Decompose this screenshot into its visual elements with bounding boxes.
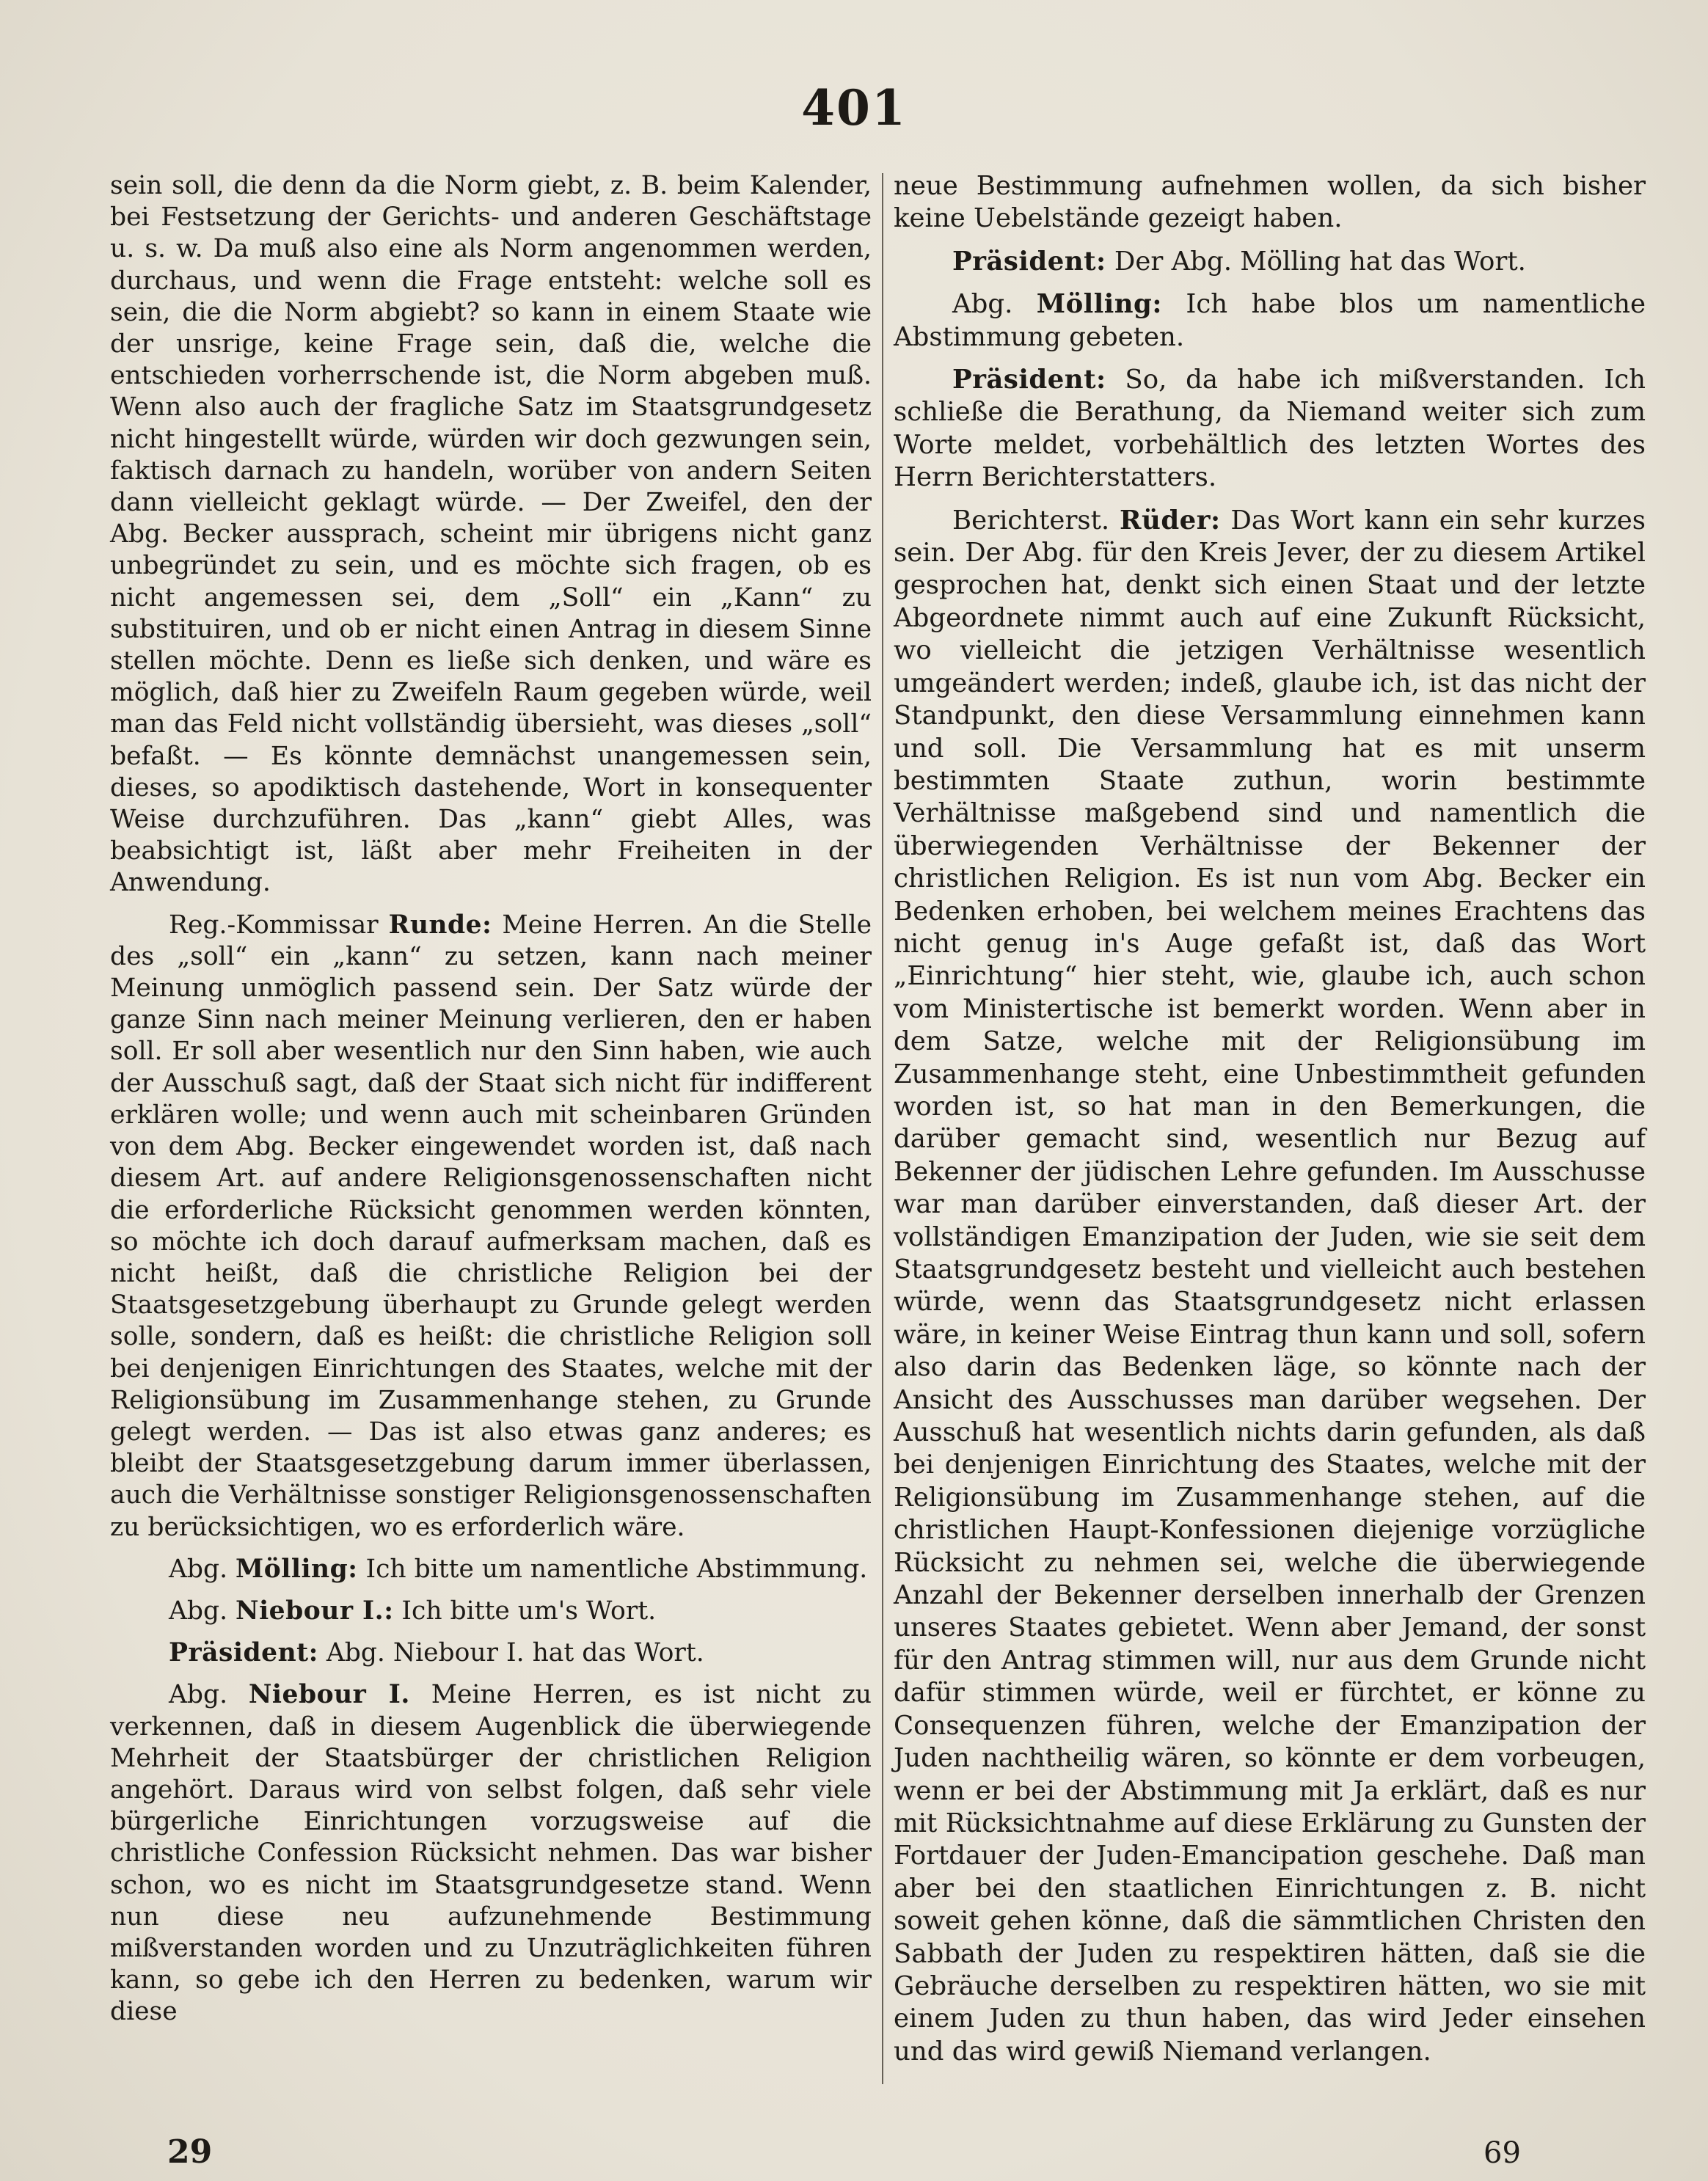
speaker-role: Abg. (169, 1554, 228, 1584)
speaker-name: Präsident (169, 1638, 309, 1668)
speaker-name: Mölling (236, 1554, 348, 1584)
speech-paragraph (110, 1596, 872, 1627)
paragraph-text: Ich bitte um namentliche Abstimmung. (365, 1554, 868, 1584)
signature-mark: 29 (167, 2133, 213, 2171)
speech-paragraph (110, 910, 872, 1543)
speaker-name: Präsident (952, 365, 1096, 395)
speech-paragraph (894, 364, 1646, 494)
speaker-role: Berichterst. (952, 505, 1110, 536)
page-number: 401 (801, 79, 907, 136)
paragraph-text: Meine Herren. An die Stelle des „soll“ ein „kann“ zu setzen, kann nach meiner Meinung unmöglich passend sein. Der Satz würde der ganze Sinn nach meiner Meinung verlieren, den er haben soll. Er soll aber wesentlich nur den Sinn haben, wie auch der Ausschuß sagt, daß der Staat sich nicht für indifferent erklären wolle; und wenn auch mit scheinbaren Gründen von dem Abg. Becker eingewendet worden ist, daß nach diesem Art. auf andere Religionsgenossenschaften nicht die erforderliche Rücksicht genommen werden könnten, so möchte ich doch darauf aufmerksam machen, daß es nicht heißt, daß die christliche Religion bei der Staatsgesetzgebung überhaupt zu Grunde gelegt werden solle, sondern, daß es heißt: die christliche Religion soll bei denjenigen Einrichtungen des Staates, welche mit der Religionsübung im Zusammenhange stehen, zu Grunde gelegt werden. — Das ist also etwas ganz anderes; es bleibt der Staatsgesetzgebung darum immer überlassen, auch die Verhältnisse sonstiger Religionsgenossenschaften zu berücksichtigen, wo es erforderlich wäre. (110, 910, 872, 1542)
column-divider (882, 173, 883, 2084)
paragraph-text: So, da habe ich mißverstanden. Ich schließe die Berathung, da Niemand weiter sich zum Worte meldet, vorbehältlich des letzten Wortes des Herrn Berichterstatters. (894, 365, 1646, 493)
speech-paragraph (110, 1554, 872, 1585)
speaker-separator: : (1210, 505, 1221, 536)
speaker-name: Mölling (1036, 289, 1153, 320)
speech-paragraph (894, 288, 1646, 354)
paragraph-text: Abg. Niebour I. hat das Wort. (326, 1638, 704, 1668)
speech-paragraph (110, 1637, 872, 1669)
speaker-separator: : (384, 1596, 394, 1626)
speaker-separator: : (1096, 365, 1106, 395)
speaker-name: Niebour I. (248, 1680, 410, 1710)
paragraph-text: Der Abg. Mölling hat das Wort. (1114, 246, 1526, 277)
speech-paragraph (894, 505, 1646, 2069)
speaker-separator: : (308, 1638, 318, 1668)
paragraph-text: sein soll, die denn da die Norm giebt, z. B. beim Kalender, bei Festsetzung der Gerichts- und anderen Geschäftstage u. s. w. Da muß also eine als Norm angenommen werden, durchaus, und wenn die Frage entsteht: welche soll es sein, die die Norm abgiebt? so kann in einem Staate wie der unsrige, keine Frage sein, daß die, welche die entschieden vorherrschende ist, die Norm abgeben muß. Wenn also auch der fragliche Satz im Staatsgrundgesetz nicht hingestellt würde, würden wir doch gezwungen sein, faktisch darnach zu handeln, worüber von andern Seiten dann vielleicht geklagt würde. — Der Zweifel, den der Abg. Becker aussprach, scheint mir übrigens nicht ganz unbegründet zu sein, und es möchte sich fragen, ob es nicht angemessen sei, dem „Soll“ ein „Kann“ zu substituiren, und ob er nicht einen Antrag in diesem Sinne stellen möchte. Denn es ließe sich denken, und wäre es möglich, daß hier zu Zweifeln Raum gegeben würde, weil man das Feld nicht vollständig übersieht, was dieses „soll“ befaßt. — Es könnte demnächst unangemessen sein, dieses, so apodiktisch dastehende, Wort in konsequenter Weise durchzuführen. Das „kann“ giebt Alles, was beabsichtigt ist, läßt aber mehr Freiheiten in der Anwendung. (110, 171, 872, 898)
speaker-separator: : (1152, 289, 1162, 320)
paragraph-text: Meine Herren, es ist nicht zu verkennen, daß in diesem Augenblick die überwiegende Mehrheit der Staatsbürger der christlichen Religion angehört. Daraus wird von selbst folgen, daß sehr viele bürgerliche Einrichtungen vorzugsweise auf die christliche Confession Rücksicht nehmen. Das war bisher schon, wo es nicht im Staatsgrundgesetze stand. Wenn nun diese neu aufzunehmende Bestimmung mißverstanden worden und zu Unzuträglichkeiten führen kann, so gebe ich den Herren zu bedenken, warum wir diese (110, 1680, 872, 2027)
speaker-name: Rüder (1120, 505, 1211, 536)
continuation-paragraph (110, 170, 872, 899)
right-column (894, 170, 1646, 2078)
speaker-name: Runde (388, 910, 483, 940)
continuation-paragraph (894, 170, 1646, 235)
speech-paragraph (894, 246, 1646, 278)
speaker-role: Abg. (952, 289, 1013, 320)
paragraph-text: Das Wort kann ein sehr kurzes sein. Der Abg. für den Kreis Jever, der zu diesem Artikel gesprochen hat, denkt sich einen Staat und der letzte Abgeordnete nimmt auch auf eine Zukunft Rücksicht, wo vielleicht die jetzigen Verhältnisse wesentlich umgeändert werden; indeß, glaube ich, ist das nicht der Standpunkt, den diese Versammlung einnehmen kann und soll. Die Versammlung hat es mit unserm bestimmten Staate zuthun, worin bestimmte Verhältnisse maßgebend sind und namentlich die überwiegenden Verhältnisse der Bekenner der christlichen Religion. Es ist nun vom Abg. Becker ein Bedenken erhoben, bei welchem meines Erachtens das nicht genug in's Auge gefaßt ist, daß das Wort „Einrichtung“ hier steht, wie, glaube ich, auch schon vom Ministertische ist bemerkt worden. Wenn aber in dem Satze, welche mit der Religionsübung im Zusammenhange steht, eine Unbestimmtheit gefunden worden ist, so hat man in den Bemerkungen, die darüber gemacht sind, wesentlich nur Bezug auf Bekenner der jüdischen Lehre gefunden. Im Ausschusse war man darüber einverstanden, daß dieser Art. der vollständigen Emanzipation der Juden, wie sie seit dem Staatsgrundgesetz besteht und vielleicht auch bestehen würde, wenn das Staatsgrundgesetz nicht erlassen wäre, in keiner Weise Eintrag thun kann und soll, sofern also darin das Bedenken läge, so könnte nach der Ansicht des Ausschusses man darüber wegsehen. Der Ausschuß hat wesentlich nichts darin gefunden, als daß bei denjenigen Einrichtung des Staates, welche mit der Religionsübung im Zusammenhange stehen, auf die christlichen Haupt-Konfessionen diejenige vorzügliche Rücksicht zu nehmen sei, welche die überwiegende Anzahl der Bekenner derselben innerhalb der Grenzen unseres Staates gebietet. Wenn aber Jemand, der sonst für den Antrag stimmen will, nur aus dem Grunde nicht dafür stimmen würde, weil er fürchtet, er könne zu Consequenzen führen, welche der Emanzipation der Juden nachtheilig wären, so könnte er dem vorbeugen, wenn er bei der Abstimmung mit Ja erklärt, daß es nur mit Rücksichtnahme auf diese Erklärung zu Gunsten der Fortdauer der Juden-Emancipation geschehe. Daß man aber bei den staatlichen Einrichtungen z. B. nicht soweit gehen könne, daß die sämmtlichen Christen den Sabbath der Juden zu respektiren hätten, daß sie die Gebräuche derselben zu respektiren hätten, wo sie mit einem Juden zu thun haben, das wird Jeder einsehen und das wird gewiß Niemand verlangen. (894, 505, 1646, 2067)
speaker-separator: : (1096, 246, 1106, 277)
speaker-role: Reg.-Kommissar (169, 910, 379, 940)
speaker-separator: : (482, 910, 492, 940)
speech-paragraph (110, 1679, 872, 2028)
paragraph-text: Ich habe blos um namentliche Abstimmung gebeten. (894, 289, 1646, 352)
paragraph-text: neue Bestimmung aufnehmen wollen, da sich bisher keine Uebelstände gezeigt haben. (894, 171, 1646, 234)
paragraph-text: Ich bitte um's Wort. (401, 1596, 657, 1626)
sheet-number: 69 (1483, 2136, 1521, 2170)
speaker-name: Niebour I. (236, 1596, 384, 1626)
speaker-role: Abg. (169, 1680, 228, 1710)
speaker-separator: : (348, 1554, 358, 1584)
speaker-role: Abg. (169, 1596, 228, 1626)
speaker-name: Präsident (952, 246, 1096, 277)
left-column (110, 170, 872, 2039)
